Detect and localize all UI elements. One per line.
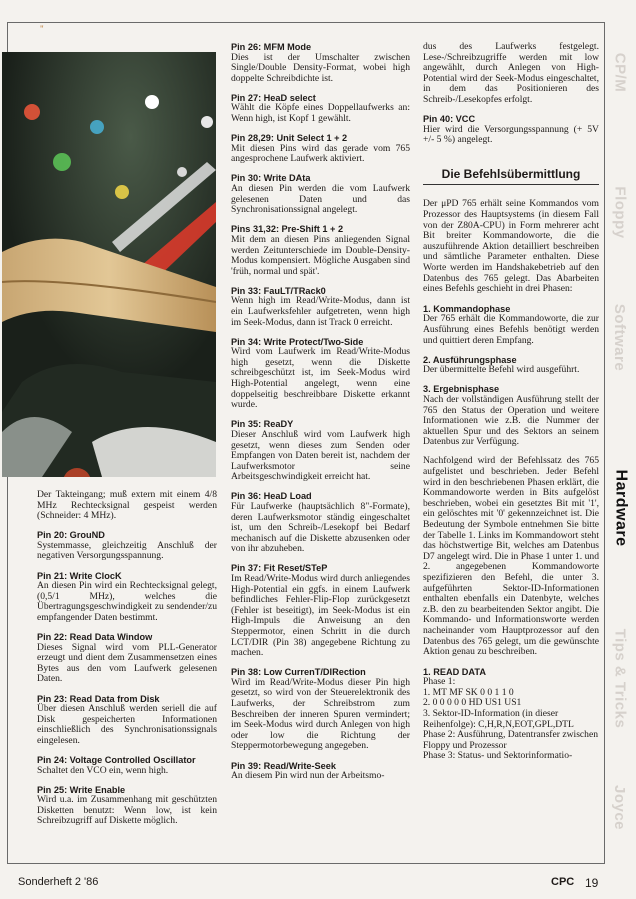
section-tab-label: Hardware — [612, 469, 630, 546]
section-text: Über diesen Anschluß werden seriell die auf Disk gespeicherten Informationen einschließlich des Synchronisationssignals eingelesen. — [37, 703, 217, 746]
section-tab-label: Software — [611, 303, 629, 371]
pin-section — [423, 304, 599, 346]
section-heading: Pin 21: Write ClocK — [37, 570, 122, 581]
section-heading: Pin 36: HeaD Load — [231, 491, 312, 502]
pin-section — [231, 761, 410, 782]
pin-section — [37, 571, 217, 624]
footer-issue: Sonderheft 2 '86 — [18, 876, 99, 888]
section-text: Wird u.a. im Zusammenhang mit geschützten Disketten benutzt: Wenn low, ist kein Schreibzugriff auf Diskette möglich. — [37, 794, 217, 827]
column-middle — [231, 42, 410, 790]
section-heading: Pin 26: MFM Mode — [231, 42, 312, 52]
section-text: Mit dem an diesen Pins anliegenden Signal werden Zeitunterschiede im Double-Density-Modus kompensiert. Mögliche Ausgaben sind 'früh, normal und spät'. — [231, 233, 410, 277]
section-heading: Pin 24: Voltage Controlled Oscillator — [37, 754, 196, 765]
pin-section — [37, 530, 217, 562]
pin-section — [231, 133, 410, 165]
pin-section — [231, 563, 410, 658]
section-text: Der 765 erhält die Kommandoworte, die zur Ausführung eines Befehls benötigt werden und quittiert deren Empfang. — [423, 313, 599, 346]
pin-section — [423, 42, 599, 106]
section-heading: Pin 34: Write Protect/Two-Side — [231, 336, 364, 347]
pin-section — [231, 667, 410, 752]
column-right — [423, 42, 599, 762]
section-text: An diesem Pin wird nun der Arbeitsmo- — [231, 770, 385, 782]
footer-brand: CPC — [551, 876, 575, 888]
section-heading: Pin 27: HeaD select — [231, 92, 316, 103]
section-tab-label: Joyce — [611, 784, 629, 831]
read-data-line: Phase 2: Ausführung, Datentransfer zwischen Floppy und Prozessor — [423, 729, 599, 751]
section-heading: Pin 28,29: Unit Select 1 + 2 — [231, 133, 348, 144]
read-data-line: 3. Sektor-ID-Information (in dieser Reihenfolge): C,H,R,N,EOT,GPL,DTL — [423, 708, 574, 730]
section-text: Dieser Anschluß wird vom Laufwerk high gesetzt, wenn dieses zum Senden oder Empfangen von Daten bereit ist, nachdem der Laufwerksmotor seine Arbeitsgeschwindigkeit erreicht hat. — [231, 428, 410, 483]
section-text: Wenn high im Read/Write-Modus, dann ist ein Laufwerksfehler aufgetreten, wenn high im Seek-Modus, dann ist Track 0 erreicht. — [231, 295, 410, 328]
pin-section — [231, 491, 410, 555]
section-heading: 2. Ausführungsphase — [423, 354, 517, 365]
pin-section — [37, 694, 217, 747]
section-tab[interactable] — [604, 765, 636, 850]
section-text: Systemmasse, gleichzeitig Anschluß der negativen Versorgungsspannung. — [37, 539, 217, 562]
section-text: Dies ist der Umschalter zwischen Single/Double Density-Format, wobei high doppelte Schreibdichte ist. — [231, 51, 410, 84]
section-text: Hier wird die Versorgungsspannung (+ 5V +/- 5 %) angelegt. — [423, 123, 599, 146]
stray-mark: " — [40, 24, 44, 34]
read-data-heading: 1. READ DATA — [423, 666, 486, 677]
section-text: Dieses Signal wird vom PLL-Generator erzeugt und dient dem Zusammensetzen eines Bytes aus den vom Laufwerk gelesenen Daten. — [37, 641, 217, 685]
section-tab-label: CP/M — [611, 52, 629, 93]
section-heading: Pin 25: Write Enable — [37, 784, 126, 795]
pin-section — [231, 224, 410, 277]
pin-section — [37, 785, 217, 827]
pin-section — [423, 114, 599, 146]
section-tab[interactable] — [604, 608, 636, 748]
pin-section — [423, 384, 599, 448]
pin-section — [37, 632, 217, 685]
section-heading: Pin 20: GrouND — [37, 530, 105, 541]
section-text: An diesen Pin wird ein Rechtecksignal gelegt, (0,5/1 MHz), welches die Übertragungsgeschwindigkeit zu sendender/zu empfangender Daten bestimmt. — [37, 580, 217, 623]
section-tab[interactable] — [604, 262, 636, 412]
section-tab[interactable] — [604, 425, 636, 590]
section-text: Der übermittelte Befehl wird ausgeführt. — [423, 364, 580, 376]
pin-section — [231, 286, 410, 328]
section-tab[interactable] — [604, 25, 636, 120]
section-heading: Pins 31,32: Pre-Shift 1 + 2 — [231, 224, 344, 235]
section-heading: Pin 22: Read Data Window — [37, 632, 153, 643]
section-text: Wird vom Laufwerk im Read/Write-Modus high gesetzt, wenn die Diskette schreibgeschützt ist, im Seek-Modus wird High-Potential angelegt, wenn eine doppelseitig beschreibbare Diskette erkannt wurde. — [231, 346, 410, 411]
photo-illustration — [2, 52, 216, 477]
section-tab-label: Tips & Tricks — [611, 628, 629, 728]
section-heading: Pin 38: Low CurrenT/DIRection — [231, 667, 366, 678]
column-left — [37, 490, 217, 836]
pin-section — [231, 93, 410, 125]
section-tab-label: Floppy — [611, 186, 629, 239]
read-data-line: Phase 3: Status- und Sektorinformatio- — [423, 750, 573, 762]
section-heading: Pin 37: Fit Reset/STeP — [231, 563, 328, 574]
pin-section — [231, 42, 410, 84]
read-data-line: Phase 1: — [423, 676, 456, 688]
section-text: Im Read/Write-Modus wird durch anliegendes High-Potential ein ggfs. in einem Laufwerk befindliches Fehler-Flip-Flop zurückgesetzt (Fehler ist beseitigt), im Seek-Modus ist ein High-Impuls die Anweisung an den Steppermotor, einen Schritt in die durch LCT/DIR (Pin 38) angegebene Richtung zu machen. — [231, 573, 410, 659]
section-text: Für Laufwerke (hauptsächlich 8"-Formate), deren Laufwerksmotor ständig eingeschaltet ist, um den Schreib-/Lesekopf bei Bedarf mechanisch auf die Diskette abzusenken oder von ihr abzuheben. — [231, 500, 410, 555]
section-heading: Pin 23: Read Data from Disk — [37, 693, 160, 704]
section-title: Die Befehlsübermittlung — [423, 166, 599, 186]
section-text: Nach der vollständigen Ausführung stellt der 765 den Status der Operation und weitere Informationen wie z.B. die Nummer der aktuellen Spur und des Sektors an seinem Datenbus zur Verfügung. — [423, 393, 599, 448]
section-text: Mit diesen Pins wird das gerade vom 765 angesprochene Laufwerk aktiviert. — [231, 142, 410, 165]
footer-page-number: 19 — [585, 876, 599, 890]
section-text: Schaltet den VCO ein, wenn high. — [37, 764, 169, 776]
section-text: Wird im Read/Write-Modus dieser Pin high gesetzt, so wird von der Steuerelektronik des Laufwerks, der Schreibstrom zum Beschreiben der inneren Spuren vermindert; im Seek-Modus wird durch Anlegen von high oder low die Richtung der Steppermotorbewegung angegeben. — [231, 676, 410, 752]
pin-section — [231, 173, 410, 215]
pin-section — [231, 419, 410, 483]
read-data-line: 2. 0 0 0 0 0 HD US1 US1 — [423, 697, 522, 709]
pin-section — [37, 755, 217, 776]
section-heading: Pin 35: ReaDY — [231, 419, 294, 430]
pin-section — [231, 337, 410, 411]
intro-paragraph: Der μPD 765 erhält seine Kommandos vom Prozessor des Hauptsystems (in diesem Fall von der Z80A-CPU) in Form mehrerer acht Bit breiter Kommandoworte, die die auszuführende Aktion detailliert beschreiben und sämtliche Parameter enthalten. Diese Worte werden im Handshakebetrieb auf den Datenbus des 765 gelegt. Das Abarbeiten eines Befehls geschieht in drei Phasen: — [423, 198, 599, 295]
section-heading: 1. Kommandophase — [423, 303, 511, 314]
section-text: An diesen Pin werden die vom Laufwerk gelesenen Daten und das Synchronisationssignal angelegt. — [231, 183, 410, 216]
section-text: dus des Laufwerks festgelegt. Lese-/Schreibzugriffe werden mit low angewählt, durch Anlegen von High-Potential wird der Seek-Modus eingeschaltet, in dem das Positionieren des Schreib-/Lesekopfes erfolgt. — [423, 41, 599, 105]
section-heading: 3. Ergebnisphase — [423, 384, 500, 395]
section-heading: Pin 39: Read/Write-Seek — [231, 760, 337, 771]
section-text: Wählt die Köpfe eines Doppellaufwerks an: Wenn high, ist Kopf 1 gewählt. — [231, 102, 410, 125]
section-heading: Pin 33: FauLT/TRack0 — [231, 285, 326, 296]
read-data-section — [423, 667, 599, 762]
section-text: Der Takteingang; muß extern mit einem 4/8 MHz Rechtecksignal gespeist werden (Schneider: 4 MHz). — [37, 489, 217, 522]
section-tab[interactable] — [604, 170, 636, 255]
section-heading: Pin 40: VCC — [423, 114, 476, 125]
pin-section — [423, 355, 599, 376]
pin-section — [37, 490, 217, 522]
photo-connector-cable — [2, 52, 216, 477]
section-heading: Pin 30: Write DAta — [231, 173, 311, 184]
read-data-line: 1. MT MF SK 0 0 1 1 0 — [423, 686, 514, 698]
command-set-paragraph: Nachfolgend wird der Befehlssatz des 765 aufgelistet und beschrieben. Jeder Befehl wird in den beschriebenen Phasen erklärt, die Kommandoworte werden in Bits aufgelöst beschrieben, wobei ein gesetztes Bit mit '1', ein gelöschtes mit '0' gekennzeichnet ist. Die Bedeutung der Symbole entnehmen Sie bitte der Tabelle 1. Links im Kommandowort steht das höchstwertige Bit, welches am Datenbus D7 angelegt wird. Die in Phase 1 unter 1. und 2. angegebenen Kommandoworte spezifizieren den Befehl, die unter 3. aufgeführten Sektor-ID-Informationen enthalten ebenfalls ein Datenbyte, welches z.B. den zu bearbeitenden Sektor angibt. Die Kommando- und Informationsworte werden nacheinander vom Hauptprozessor auf den Datenbus des 765 gelegt, um die gewünschte Aktion genau zu beschreiben. — [423, 455, 599, 658]
